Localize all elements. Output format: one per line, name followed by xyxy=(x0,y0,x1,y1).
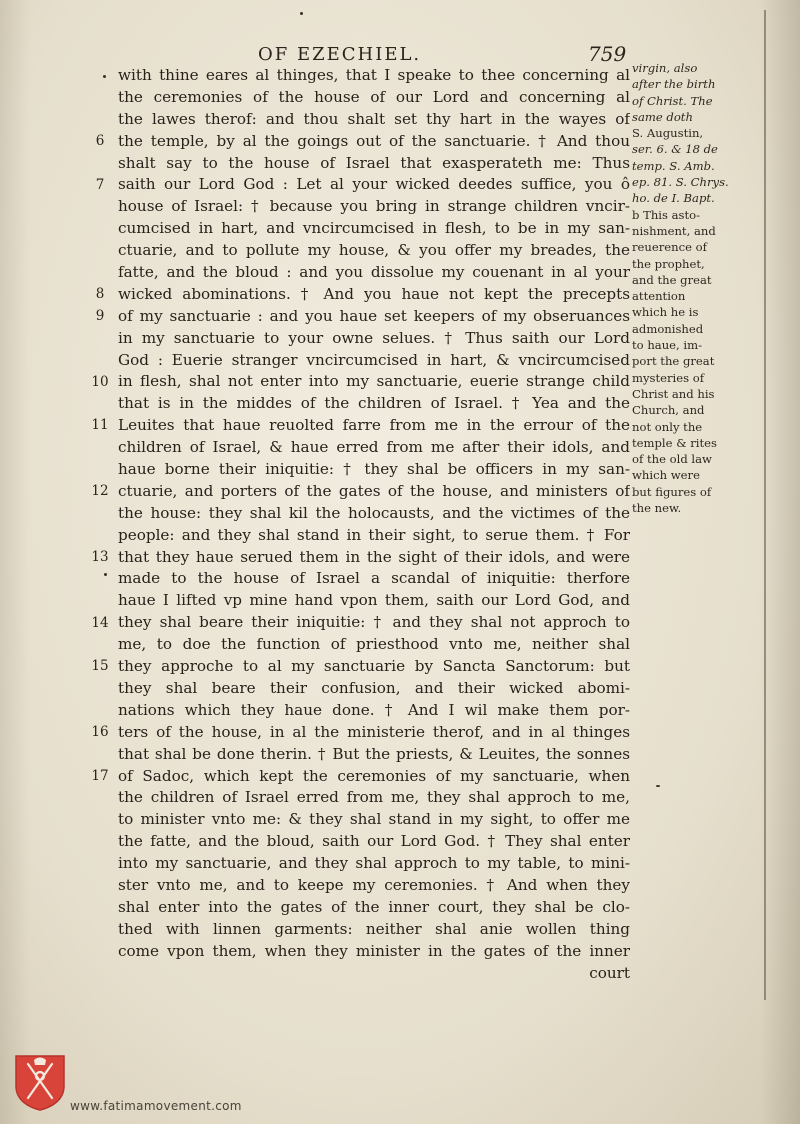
verse-number: 14 xyxy=(91,614,109,631)
margin-note-line: not only the xyxy=(632,419,703,434)
page-edge-shadow xyxy=(760,0,800,1124)
verse-number: 15 xyxy=(91,658,109,675)
verse-number: 10 xyxy=(91,373,109,390)
margin-note-line: virgin, also xyxy=(632,61,698,75)
text-line: fatte, and the bloud : and you dissolue my couenant in al your xyxy=(118,263,630,282)
text-line: of Sadoc, which kept the ceremonies of my sanctuarie, when xyxy=(118,766,630,785)
text-line: they approche to al my sanctuarie by Sancta Sanctorum: but xyxy=(118,657,630,676)
margin-note-line: after the birth xyxy=(632,77,716,92)
margin-note-line: nishment, and xyxy=(632,223,716,238)
margin-notes-column xyxy=(632,60,760,516)
text-line: ctuarie, and porters of the gates of the house, and ministers of xyxy=(118,481,630,500)
text-line: nations which they haue done. † And I wil make them por- xyxy=(118,700,630,719)
ink-speck xyxy=(656,785,660,787)
margin-note-line: of the old law xyxy=(632,452,712,467)
margin-note-line: temp. S. Amb. xyxy=(632,158,715,173)
margin-note-line: attention xyxy=(632,289,686,304)
papal-seal-logo xyxy=(12,1052,68,1112)
text-line: in flesh, shal not enter into my sanctuarie, euerie strange child xyxy=(118,372,630,391)
text-line: haue I lifted vp mine hand vpon them, saith our Lord God, and xyxy=(118,591,630,610)
text-line: Leuites that haue reuolted farre from me in the errour of the xyxy=(118,416,630,435)
margin-note-line: b This asto- xyxy=(632,207,701,222)
running-head: OF EZECHIEL. xyxy=(258,44,422,65)
margin-note-line: Church, and xyxy=(632,403,705,418)
verse-number: 7 xyxy=(95,176,105,193)
text-line: they shal beare their confusion, and their wicked abomi- xyxy=(118,678,630,697)
margin-note-line: the new. xyxy=(632,501,682,516)
margin-note-line: which he is xyxy=(632,305,699,320)
text-line: the ceremonies of the house of our Lord and concerning al xyxy=(118,87,630,106)
text-line: ctuarie, and to pollute my house, & you offer my breades, the xyxy=(118,241,630,260)
margin-note-line: mysteries of xyxy=(632,370,705,385)
margin-note-line: to haue, im- xyxy=(632,338,703,353)
text-line: the house: they shal kil the holocausts, and the victimes of the xyxy=(118,503,630,522)
text-line: me, to doe the function of priesthood vnto me, neither shal xyxy=(118,635,630,654)
text-line: court xyxy=(589,963,630,982)
margin-note-line: temple & rites xyxy=(632,435,717,450)
text-line: shalt say to the house of Israel that exasperateth me: Thus xyxy=(118,153,630,172)
margin-note-line: ho. de I. Bapt. xyxy=(632,191,715,206)
margin-note-line: the prophet, xyxy=(632,256,705,271)
text-line: with thine eares al thinges, that I speake to thee concerning al xyxy=(118,66,630,84)
text-line: house of Israel: † because you bring in strange children vncir- xyxy=(118,197,630,216)
footer-url: www.fatimamovement.com xyxy=(70,1099,242,1113)
text-line: that shal be done therin. † But the priests, & Leuites, the sonnes xyxy=(118,744,630,763)
text-line: wicked abominations. † And you haue not kept the precepts xyxy=(118,284,630,303)
ink-speck xyxy=(104,573,107,576)
verse-number: 6 xyxy=(95,132,105,149)
margin-note-line: but figures of xyxy=(632,484,712,499)
text-line: the lawes therof: and thou shalt set thy hart in the wayes of xyxy=(118,109,630,128)
text-line: cumcised in hart, and vncircumcised in flesh, to be in my san- xyxy=(118,219,630,238)
verse-number: 12 xyxy=(91,483,109,500)
margin-note-line: S. Augustin, xyxy=(632,126,704,141)
margin-note-line: admonished xyxy=(632,321,704,336)
text-line: they shal beare their iniquitie: † and they shal not approch to xyxy=(118,613,630,632)
text-line: of my sanctuarie : and you haue set keepers of my obseruances xyxy=(118,306,630,325)
margin-note-line: Christ and his xyxy=(632,386,715,401)
text-line: people: and they shal stand in their sight, to serue them. † For xyxy=(118,525,630,544)
margin-note-line: and the great xyxy=(632,272,712,287)
verse-number: 8 xyxy=(95,286,105,302)
verse-number: 17 xyxy=(91,767,109,784)
text-line: God : Euerie stranger vncircumcised in hart, & vncircumcised xyxy=(118,350,630,369)
text-line: into my sanctuarie, and they shal approch to my table, to mini- xyxy=(118,854,630,873)
main-text-column xyxy=(118,65,630,984)
text-line: in my sanctuarie to your owne selues. † Thus saith our Lord xyxy=(118,328,630,347)
text-line: that they haue serued them in the sight of their idols, and were xyxy=(118,547,630,566)
margin-note-line: same doth xyxy=(632,109,693,124)
text-line: children of Israel, & haue erred from me after their idols, and xyxy=(118,438,630,457)
margin-note-line: ep. 81. S. Chrys. xyxy=(632,175,729,190)
text-line: come vpon them, when they minister in the gates of the inner xyxy=(118,941,630,960)
text-line: that is in the middes of the children of Israel. † Yea and the xyxy=(118,394,630,413)
text-line: ters of the house, in al the ministerie therof, and in al thinges xyxy=(118,722,630,741)
margin-note-line: which were xyxy=(632,468,700,483)
text-line: haue borne their iniquitie: † they shal be officers in my san- xyxy=(118,460,630,479)
text-line: saith our Lord God : Let al your wicked deedes suffice, you ô xyxy=(118,175,630,194)
text-line: the temple, by al the goings out of the sanctuarie. † And thou xyxy=(118,131,630,150)
verse-number: 11 xyxy=(91,417,109,434)
text-line: made to the house of Israel a scandal of iniquitie: therfore xyxy=(118,569,630,588)
page-number: 759 xyxy=(588,42,627,66)
verse-number: 16 xyxy=(91,724,109,740)
text-line: shal enter into the gates of the inner court, they shal be clo- xyxy=(118,897,630,916)
margin-rule xyxy=(764,10,766,1000)
page-gutter-shadow xyxy=(0,0,30,1124)
margin-note-line: of Christ. The xyxy=(632,93,713,108)
text-line: the fatte, and the bloud, saith our Lord God. † They shal enter xyxy=(118,832,630,851)
text-line: to minister vnto me: & they shal stand in my sight, to offer me xyxy=(118,810,630,829)
margin-note-line: ser. 6. & 18 de xyxy=(632,142,718,157)
text-line: the children of Israel erred from me, they shal approch to me, xyxy=(118,788,630,807)
text-line: thed with linnen garments: neither shal anie wollen thing xyxy=(118,919,630,938)
verse-number: 13 xyxy=(91,548,109,565)
margin-note-line: reuerence of xyxy=(632,240,707,255)
margin-note-line: port the great xyxy=(632,354,715,369)
ink-speck xyxy=(300,12,303,15)
text-line: ster vnto me, and to keepe my ceremonies. † And when they xyxy=(118,875,630,894)
ink-speck xyxy=(103,75,106,78)
verse-number: 9 xyxy=(95,307,105,324)
